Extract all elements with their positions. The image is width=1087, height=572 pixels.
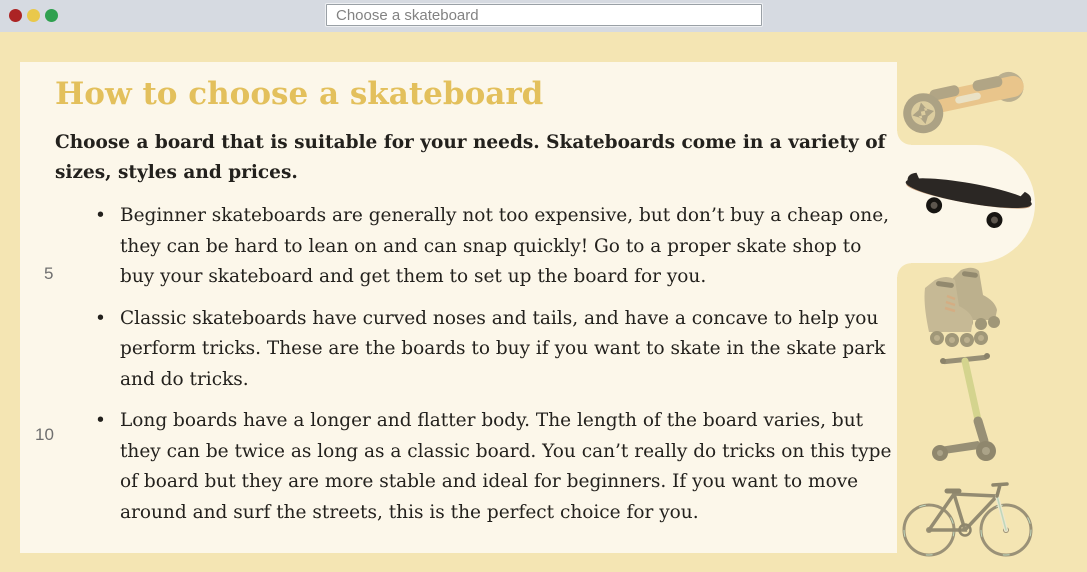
- sidebar-option-scooter[interactable]: [928, 351, 1004, 465]
- bullet-item-beginner: • Beginner skateboards are generally not too expensive, but don’t buy a cheap one, they can be hard to lean on and can snap quickly! Go to a proper skate shop to buy your skateboard and get them to set up the board for you.: [55, 201, 893, 293]
- article-card: [20, 62, 897, 553]
- bicycle-image: [897, 472, 1035, 560]
- inline-skates-image: [921, 262, 1005, 350]
- titlebar: [0, 0, 1087, 32]
- bullet-item-longboard: • Long boards have a longer and flatter body. The length of the board varies, but they can be twice as long as a classic board. You can’t really do tricks on this type of board but they are more stable and ideal for beginners. If you want to move around and surf the streets, this is the perfect choice for you.: [55, 406, 893, 528]
- article-title: How to choose a skateboard: [55, 76, 544, 112]
- close-button[interactable]: [9, 9, 22, 22]
- skateboard-image: [899, 162, 1035, 244]
- line-number-5: 5: [44, 264, 54, 283]
- sidebar-option-skateboard[interactable]: [899, 162, 1035, 244]
- traffic-lights: [9, 9, 58, 22]
- hoverboard-image: [897, 57, 1035, 139]
- highlight-fillet-bottom: [897, 263, 911, 277]
- sidebar-option-bicycle[interactable]: [897, 472, 1035, 560]
- sidebar-option-inline-skates[interactable]: [921, 262, 1005, 350]
- task-title-input[interactable]: [326, 4, 762, 26]
- article-intro: Choose a board that is suitable for your needs. Skateboards come in a variety of sizes, styles and prices.: [55, 132, 886, 183]
- sidebar-option-hoverboard[interactable]: [897, 57, 1035, 139]
- bullet-list: [55, 201, 893, 528]
- line-number-10: 10: [35, 425, 54, 444]
- scooter-image: [928, 351, 1004, 465]
- minimize-button[interactable]: [27, 9, 40, 22]
- zoom-button[interactable]: [45, 9, 58, 22]
- bullet-item-classic: • Classic skateboards have curved noses and tails, and have a concave to help you perform tricks. These are the boards to buy if you want to skate in the skate park and do tricks.: [55, 304, 893, 396]
